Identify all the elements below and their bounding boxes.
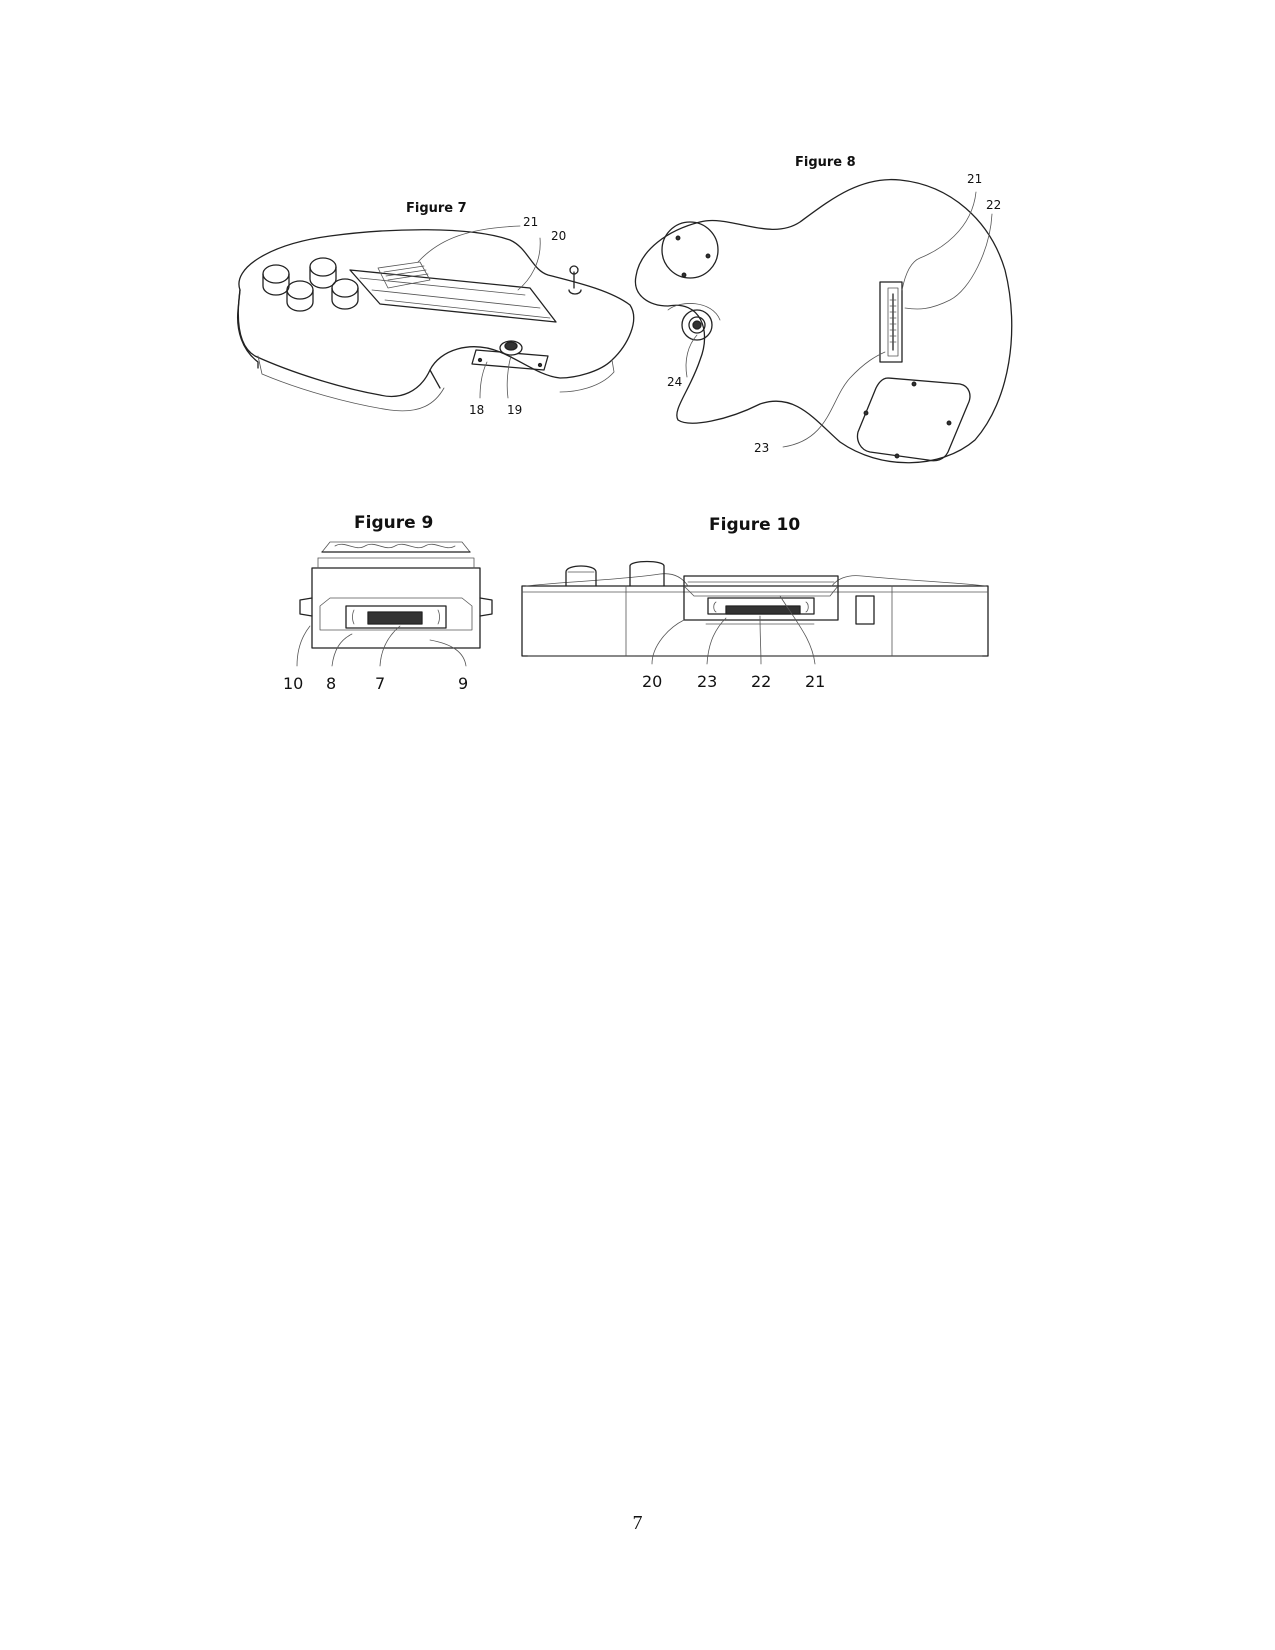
figure-10-title: Figure 10 <box>709 515 801 535</box>
figure-8-ref-21: 21 <box>967 172 983 186</box>
figure-7-ref-21: 21 <box>523 215 539 229</box>
figure-10-ref-21: 21 <box>805 672 826 691</box>
figure-9-ref-10: 10 <box>283 674 304 693</box>
figure-10-ref-20: 20 <box>642 672 663 691</box>
figure-8-ref-23: 23 <box>754 441 770 455</box>
figure-9-ref-9: 9 <box>458 674 469 693</box>
figure-10-ref-23: 23 <box>697 672 718 691</box>
figure-7-ref-18: 18 <box>469 403 485 417</box>
figure-7-ref-20: 20 <box>551 229 567 243</box>
figure-9-ref-7: 7 <box>375 674 386 693</box>
figure-10-ref-22: 22 <box>751 672 772 691</box>
figure-9-title: Figure 9 <box>354 513 434 533</box>
figure-9-ref-8: 8 <box>326 674 337 693</box>
figure-7-ref-19: 19 <box>507 403 523 417</box>
figure-7-title: Figure 7 <box>406 201 467 216</box>
page-number: 7 <box>632 1512 643 1534</box>
figure-8-ref-24: 24 <box>667 375 683 389</box>
figure-8-ref-22: 22 <box>986 198 1002 212</box>
figure-8-title: Figure 8 <box>795 155 856 170</box>
